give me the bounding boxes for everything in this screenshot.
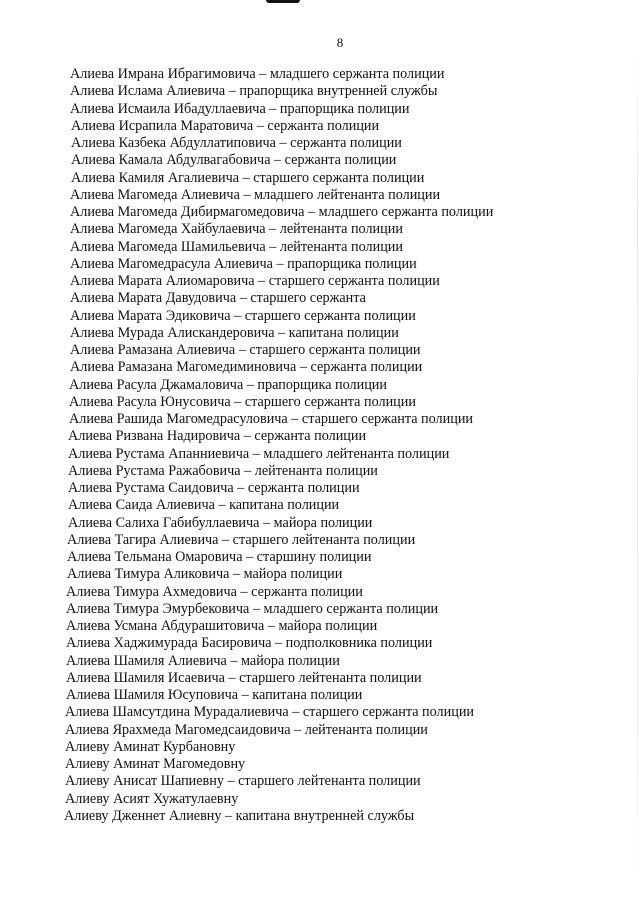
list-item: Алиева Салиха Габибуллаевича – майора полиции <box>68 514 373 531</box>
list-item: Алиева Тельмана Омаровича – старшину полиции <box>67 549 372 565</box>
list-item: Алиеву Аминат Курбановну <box>65 738 236 755</box>
list-item: Алиева Исмаила Ибадуллаевича – прапорщика полиции <box>70 100 410 117</box>
list-item: Алиеву Аминат Магомедовну <box>65 756 246 772</box>
list-item: Алиева Казбека Абдуллатиповича – сержанта полиции <box>71 135 402 151</box>
list-item: Алиева Камиля Агалиевича – старшего сержанта полиции <box>71 169 425 186</box>
list-item: Алиева Мурада Алискандеровича – капитана полиции <box>70 324 399 341</box>
award-recipient-list <box>0 66 494 825</box>
list-item: Алиева Шамиля Юсуповича – капитана полиции <box>66 687 363 703</box>
list-item: Алиева Марата Алиомаровича – старшего сержанта полиции <box>70 273 440 289</box>
list-item: Алиева Рустама Саидовича – сержанта полиции <box>68 480 360 496</box>
list-item: Алиева Ярахмеда Магомедсаидовича – лейтенанта полиции <box>65 721 428 738</box>
list-item: Алиева Ислама Алиевича – прапорщика внутренней службы <box>70 83 438 100</box>
list-item: Алиеву Дженнет Алиевну – капитана внутренней службы <box>64 807 415 824</box>
list-item: Алиева Марата Давудовича – старшего сержанта <box>70 290 366 307</box>
list-item: Алиева Имрана Ибрагимовича – младшего сержанта полиции <box>70 66 445 82</box>
list-item: Алиева Магомеда Дибирмагомедовича – младшего сержанта полиции <box>70 204 494 220</box>
list-item: Алиева Магомеда Хайбулаевича – лейтенанта полиции <box>70 221 403 238</box>
list-item: Алиева Магомеда Алиевича – младшего лейтенанта полиции <box>70 186 441 203</box>
list-item: Алиева Тимура Аликовича – майора полиции <box>67 566 343 583</box>
list-item: Алиева Рустама Апанниевича – младшего лейтенанта полиции <box>68 445 450 462</box>
list-item: Алиева Тагира Алиевича – старшего лейтенанта полиции <box>67 531 416 548</box>
list-item: Алиева Ризвана Надировича – сержанта полиции <box>68 428 367 445</box>
scan-top-mark <box>266 0 300 3</box>
list-item: Алиева Расула Юнусовича – старшего сержанта полиции <box>69 393 416 410</box>
scan-edge-shadow <box>637 40 638 900</box>
list-item: Алиева Шамиля Алиевича – майора полиции <box>66 652 340 669</box>
list-item: Алиеву Асият Хужатулаевну <box>65 790 239 807</box>
list-item: Алиева Тимура Эмурбековича – младшего сержанта полиции <box>66 600 439 617</box>
list-item: Алиева Саида Алиевича – капитана полиции <box>68 497 340 514</box>
list-item: Алиева Рамазана Алиевича – старшего сержанта полиции <box>70 342 421 358</box>
list-item: Алиева Марата Эдиковича – старшего сержанта полиции <box>70 307 416 324</box>
list-item: Алиева Расула Джамаловича – прапорщика полиции <box>69 376 387 393</box>
list-item: Алиева Тимура Ахмедовича – сержанта полиции <box>66 583 363 600</box>
list-item: Алиева Рамазана Магомедиминовича – сержанта полиции <box>70 359 423 376</box>
list-item: Алиева Хаджимурада Басировича – подполковника полиции <box>66 635 433 652</box>
list-item: Алиева Рустама Ражабовича – лейтенанта полиции <box>68 462 378 479</box>
list-item: Алиева Рашида Магомедрасуловича – старшего сержанта полиции <box>69 411 474 427</box>
page-number: 8 <box>336 35 344 50</box>
list-item: Алиева Шамиля Исаевича – старшего лейтенанта полиции <box>66 669 422 686</box>
list-item: Алиева Шамсутдина Мурадалиевича – старшего сержанта полиции <box>65 704 474 721</box>
list-item: Алиева Усмана Абдурашитовича – майора полиции <box>66 618 378 634</box>
list-item: Алиева Магомеда Шамильевича – лейтенанта полиции <box>70 238 403 255</box>
list-item: Алиева Исрапила Маратовича – сержанта полиции <box>71 117 380 134</box>
list-item: Алиеву Анисат Шапиевну – старшего лейтенанта полиции <box>65 773 421 790</box>
list-item: Алиева Магомедрасула Алиевича – прапорщика полиции <box>70 255 417 272</box>
list-item: Алиева Камала Абдулвагабовича – сержанта полиции <box>71 152 397 169</box>
